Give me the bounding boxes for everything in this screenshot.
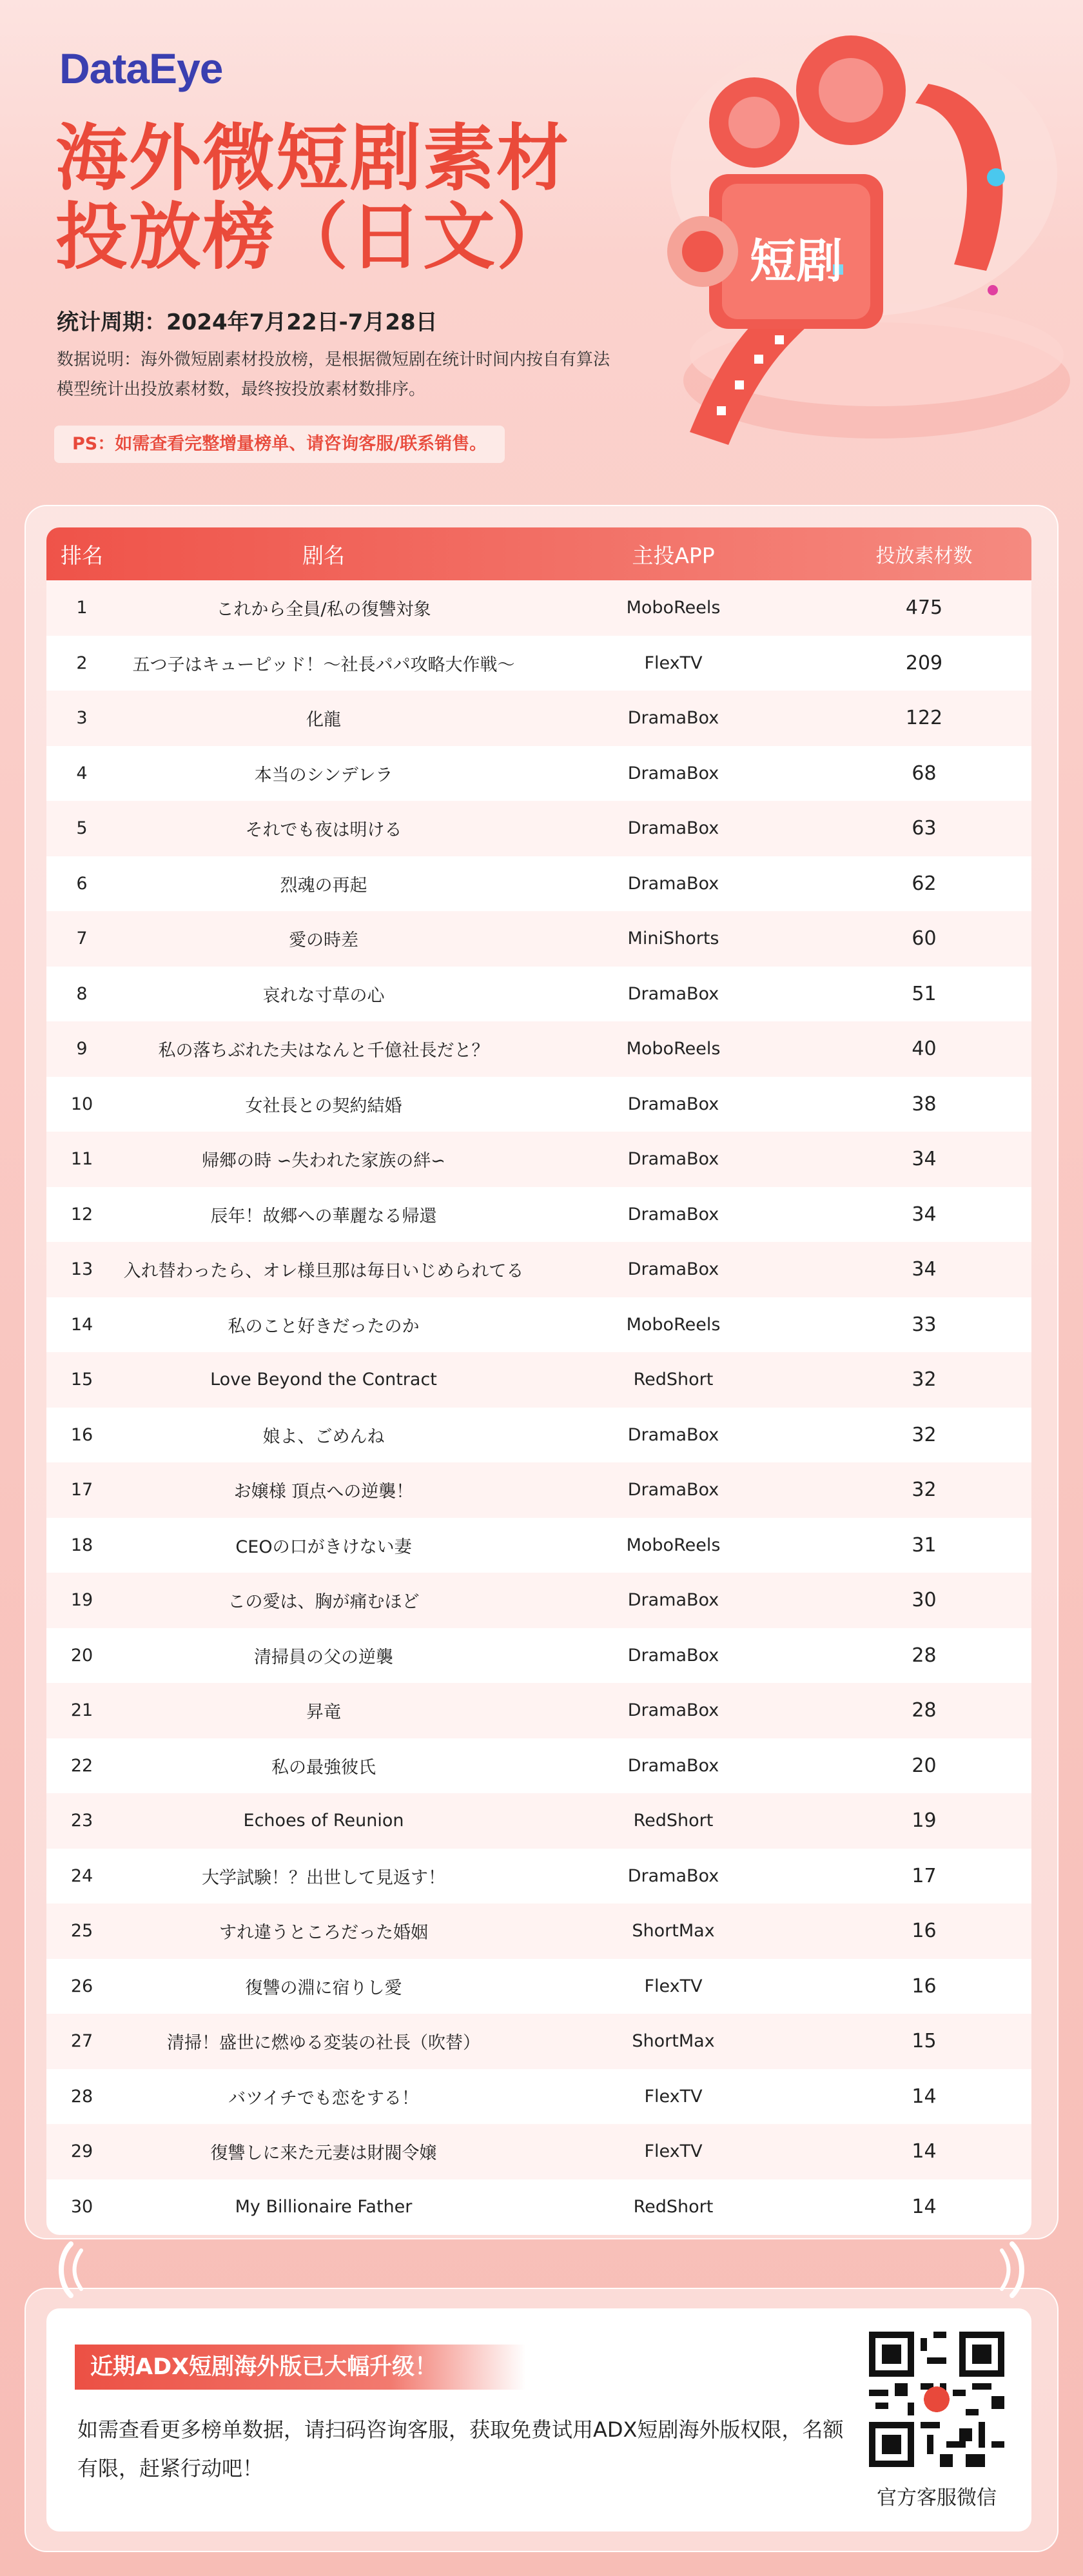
cell-rank: 2 [76, 653, 88, 673]
cell-rank: 24 [70, 1865, 93, 1886]
ranking-table [46, 527, 1031, 2235]
cell-count: 40 [912, 1037, 937, 1061]
cell-app: DramaBox [627, 1204, 719, 1224]
cell-count: 14 [912, 2195, 937, 2218]
cell-app: DramaBox [627, 1094, 719, 1114]
cell-title: 清掃！盛世に燃ゆる変装の社長（吹替） [167, 2033, 480, 2054]
header [0, 0, 1083, 509]
cell-app: DramaBox [627, 1149, 719, 1170]
cell-count: 31 [912, 1533, 937, 1557]
cell-app: DramaBox [627, 1755, 719, 1776]
cell-title: 大学試験！？出世して見返す！ [202, 1867, 445, 1888]
cell-rank: 1 [76, 598, 88, 618]
dataeye-logo: DataEye [59, 44, 223, 92]
cell-count: 51 [912, 982, 937, 1005]
cell-count: 28 [912, 1699, 937, 1722]
cell-app: DramaBox [627, 1480, 719, 1500]
cell-title: お嬢様 頂点への逆襲！ [233, 1482, 414, 1502]
table-row [46, 911, 1031, 967]
cell-count: 33 [912, 1313, 937, 1336]
cell-title: 私のこと好きだったのか [228, 1316, 420, 1337]
contact-panel [46, 2308, 1031, 2532]
cell-count: 62 [912, 872, 937, 895]
cell-count: 122 [905, 707, 943, 730]
table-row [46, 1628, 1031, 1684]
cell-rank: 19 [70, 1590, 93, 1611]
contact-text: 如需查看更多榜单数据，请扫码咨询客服，获取免费试用ADX短剧海外版权限，名额有限，赶紧行动吧！ [77, 2417, 844, 2481]
cell-rank: 6 [76, 873, 88, 894]
cell-app: DramaBox [627, 983, 719, 1004]
table-row [46, 1959, 1031, 2014]
cell-app: DramaBox [627, 873, 719, 894]
cell-count: 14 [912, 2140, 937, 2163]
cell-title: これから全員/私の復讐対象 [216, 600, 431, 620]
cell-rank: 25 [70, 1921, 93, 1942]
table-row [46, 801, 1031, 856]
table-row [46, 1738, 1031, 1794]
cell-rank: 10 [70, 1094, 93, 1114]
table-row [46, 1462, 1031, 1518]
cell-title: 復讐しに来た元妻は財閥令嬢 [210, 2143, 437, 2164]
cell-rank: 3 [76, 708, 88, 729]
cell-title: すれ違うところだった婚姻 [219, 1923, 428, 1943]
cell-count: 32 [912, 1479, 937, 1502]
table-row [46, 2069, 1031, 2125]
header-count: 投放素材数 [875, 545, 973, 567]
cell-count: 32 [912, 1368, 937, 1391]
cell-title: 五つ子はキューピッド！～社長パパ攻略大作戦～ [132, 654, 515, 675]
table-row [46, 1793, 1031, 1849]
table-row [46, 1187, 1031, 1243]
table-row [46, 2179, 1031, 2235]
cell-app: MoboReels [626, 598, 721, 618]
cell-app: DramaBox [627, 763, 719, 783]
cell-title: 愛の時差 [289, 930, 358, 951]
cell-rank: 27 [70, 2031, 93, 2052]
cell-app: DramaBox [627, 1424, 719, 1445]
table-body [46, 580, 1031, 2234]
cell-count: 63 [912, 817, 937, 840]
cell-app: DramaBox [627, 818, 719, 839]
cell-app: ShortMax [632, 2031, 715, 2052]
table-row [46, 1132, 1031, 1187]
cell-rank: 14 [70, 1314, 93, 1335]
cell-rank: 8 [76, 983, 88, 1004]
qr-label: 官方客服微信 [877, 2486, 997, 2510]
cell-title: 哀れな寸草の心 [262, 985, 385, 1006]
cell-count: 17 [912, 1864, 937, 1887]
header-rank: 排名 [61, 542, 103, 568]
table-row [46, 746, 1031, 801]
data-description: 数据说明：海外微短剧素材投放榜，是根据微短剧在统计时间内按自有算法模型统计出投放素材数，最终按投放素材数排序。 [57, 350, 610, 399]
cell-app: MiniShorts [627, 929, 719, 949]
cell-app: MoboReels [626, 1535, 721, 1555]
cell-title: 烈魂の再起 [280, 875, 367, 896]
cell-rank: 28 [70, 2086, 93, 2107]
header-app: 主投APP [632, 542, 715, 568]
header-title: 剧名 [302, 542, 345, 568]
cell-title: CEOの口がきけない妻 [235, 1537, 412, 1557]
cell-count: 475 [905, 596, 943, 620]
cell-rank: 26 [70, 1976, 93, 1996]
table-row [46, 2014, 1031, 2069]
cell-rank: 7 [76, 929, 88, 949]
cell-count: 34 [912, 1258, 937, 1281]
cell-rank: 30 [70, 2196, 93, 2217]
page-title-line2: 投放榜（日文） [55, 195, 570, 279]
cell-title: Love Beyond the Contract [210, 1370, 437, 1390]
cell-count: 34 [912, 1148, 937, 1171]
cell-title: それでも夜は明ける [245, 820, 402, 841]
cell-title: 昇竜 [306, 1702, 341, 1723]
cell-title: 女社長との契約結婚 [245, 1096, 402, 1116]
cell-rank: 21 [70, 1700, 93, 1721]
cell-rank: 15 [70, 1370, 93, 1390]
cell-count: 14 [912, 2085, 937, 2108]
cell-app: DramaBox [627, 1865, 719, 1886]
table-row [46, 1683, 1031, 1738]
table-row [46, 1408, 1031, 1463]
table-row [46, 1352, 1031, 1408]
cell-title: 帰郷の時 ∽失われた家族の絆∽ [202, 1151, 445, 1172]
page-title-line1: 海外微短剧素材 [55, 117, 570, 201]
cell-rank: 12 [70, 1204, 93, 1224]
cell-app: MoboReels [626, 1039, 721, 1059]
cell-count: 38 [912, 1092, 937, 1116]
cell-rank: 18 [70, 1535, 93, 1555]
cell-rank: 29 [70, 2141, 93, 2162]
short-drama-label: 短剧 [749, 234, 843, 288]
table-row [46, 1077, 1031, 1132]
table-row [46, 580, 1031, 636]
cell-app: RedShort [633, 2196, 714, 2217]
cell-rank: 5 [76, 818, 88, 839]
table-row [46, 1297, 1031, 1353]
ps-note: PS：如需查看完整增量榜单、请咨询客服/联系销售。 [54, 426, 505, 463]
table-header [46, 527, 1031, 580]
cell-app: ShortMax [632, 1921, 715, 1942]
cell-title: 私の落ちぶれた夫はなんと千億社長だと？ [158, 1041, 489, 1061]
cell-rank: 9 [76, 1039, 88, 1059]
cell-count: 209 [905, 651, 943, 674]
table-row [46, 1518, 1031, 1573]
cell-title: 辰年！故郷への華麗なる帰還 [210, 1206, 437, 1226]
table-row [46, 1849, 1031, 1904]
table-row [46, 967, 1031, 1022]
cell-title: この愛は、胸が痛むほど [228, 1592, 420, 1613]
cell-title: 清掃員の父の逆襲 [254, 1647, 393, 1667]
cell-title: バツイチでも恋をする！ [228, 2088, 419, 2109]
qr-code-icon[interactable] [869, 2332, 1004, 2467]
cell-app: RedShort [633, 1370, 714, 1390]
cell-rank: 22 [70, 1755, 93, 1776]
cell-rank: 4 [76, 763, 88, 783]
table-row [46, 1573, 1031, 1628]
cell-app: FlexTV [644, 2086, 703, 2107]
cell-count: 34 [912, 1203, 937, 1226]
cell-title: 復讐の淵に宿りし愛 [245, 1978, 402, 1998]
table-row [46, 1903, 1031, 1959]
cell-title: 本当のシンデレラ [254, 765, 393, 785]
cell-app: RedShort [633, 1811, 714, 1831]
cell-count: 20 [912, 1754, 937, 1777]
cell-count: 16 [912, 1920, 937, 1943]
cell-title: My Billionaire Father [235, 2196, 413, 2217]
cell-rank: 11 [70, 1149, 93, 1170]
cell-title: 娘よ、ごめんね [262, 1426, 385, 1447]
cell-app: DramaBox [627, 1259, 719, 1280]
cell-title: 私の最強彼氏 [271, 1757, 376, 1778]
cell-rank: 16 [70, 1424, 93, 1445]
cell-count: 68 [912, 762, 937, 785]
table-row [46, 2124, 1031, 2179]
cell-app: FlexTV [644, 653, 703, 673]
cell-title: 入れ替わったら、オレ様旦那は毎日いじめられてる [123, 1261, 524, 1282]
cell-count: 28 [912, 1644, 937, 1667]
cell-app: MoboReels [626, 1314, 721, 1335]
cell-app: FlexTV [644, 1976, 703, 1996]
film-camera-illustration [567, 19, 1083, 509]
cell-count: 15 [912, 2030, 937, 2053]
upgrade-banner: 近期ADX短剧海外版已大幅升级！ [75, 2345, 526, 2390]
table-row [46, 856, 1031, 912]
cell-rank: 20 [70, 1645, 93, 1666]
cell-title: Echoes of Reunion [243, 1811, 404, 1831]
cell-rank: 17 [70, 1480, 93, 1500]
cell-app: DramaBox [627, 1645, 719, 1666]
table-row [46, 1021, 1031, 1077]
cell-count: 32 [912, 1423, 937, 1446]
cell-rank: 13 [70, 1259, 93, 1280]
table-row [46, 1242, 1031, 1297]
table-row [46, 636, 1031, 691]
cell-app: DramaBox [627, 708, 719, 729]
cell-count: 60 [912, 927, 937, 950]
cell-app: FlexTV [644, 2141, 703, 2162]
cell-app: DramaBox [627, 1590, 719, 1611]
cell-rank: 23 [70, 1811, 93, 1831]
cell-count: 30 [912, 1589, 937, 1612]
table-row [46, 691, 1031, 746]
cell-title: 化龍 [306, 710, 341, 731]
cell-count: 16 [912, 1974, 937, 1998]
cell-app: DramaBox [627, 1700, 719, 1721]
cell-count: 19 [912, 1809, 937, 1833]
stat-period: 统计周期：2024年7月22日-7月28日 [57, 310, 438, 335]
